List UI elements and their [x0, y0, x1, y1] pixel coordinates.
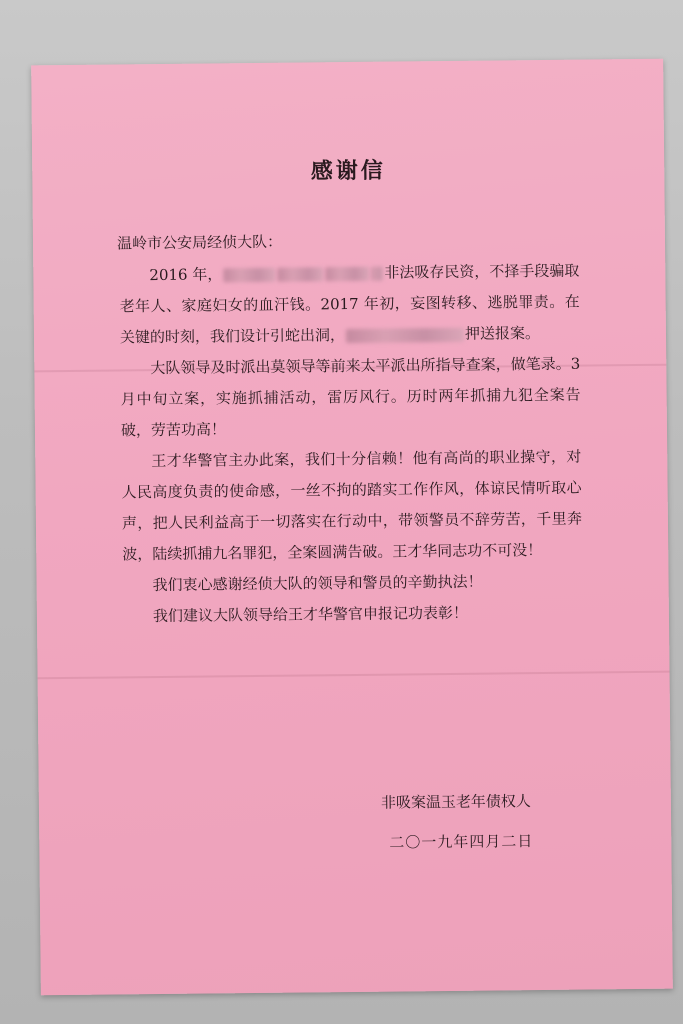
- letter-paper: [31, 59, 673, 996]
- paragraph-1: [119, 256, 580, 354]
- letter-date: 二〇一九年四月二日: [389, 832, 534, 852]
- paragraph-1-part-b: 非法吸存民资，不择手段骗取老年人、家庭妇女的血汗钱。2017 年初，妄图转移、逃脱罪责。在关键的时刻，我们设计引蛇出洞，: [119, 261, 580, 347]
- redacted-name: [371, 267, 383, 281]
- letter-title: 感谢信: [310, 157, 386, 185]
- letter-salutation: 温岭市公安局经侦大队：: [116, 232, 283, 253]
- redacted-name: [325, 267, 369, 281]
- paragraph-3: 王才华警官主办此案，我们十分信赖！他有高尚的职业操守，对人民高度负责的使命感，一丝不拘的踏实工作作风，体谅民情听取心声，把人民利益高于一切落实在行动中，带领警员不辞劳苦，千里奔波，陆续抓捕九名罪犯，全案圆满告破。王才华同志功不可没！: [121, 447, 583, 564]
- paragraph-5: 我们建议大队领导给王才华警官申报记功表彰！: [152, 603, 469, 626]
- redacted-name: [223, 268, 275, 283]
- redacted-name: [277, 267, 323, 281]
- paragraph-4: 我们衷心感谢经侦大队的领导和警员的辛勤执法！: [152, 572, 483, 595]
- paragraph-1-part-c: 押送报案。: [464, 324, 541, 343]
- redacted-text: [346, 328, 464, 343]
- paper-fold-line: [38, 671, 670, 680]
- letter-body: [119, 256, 583, 633]
- letter-signature: 非吸案温玉老年债权人: [380, 792, 531, 812]
- paragraph-2: 大队领导及时派出莫领导等前来太平派出所指导查案，做笔录。3月中旬立案，实施抓捕活动，雷厉风行。历时两年抓捕九犯全案告破，劳苦功高！: [120, 354, 581, 440]
- paragraph-1-part-a: 2016 年，: [149, 265, 223, 285]
